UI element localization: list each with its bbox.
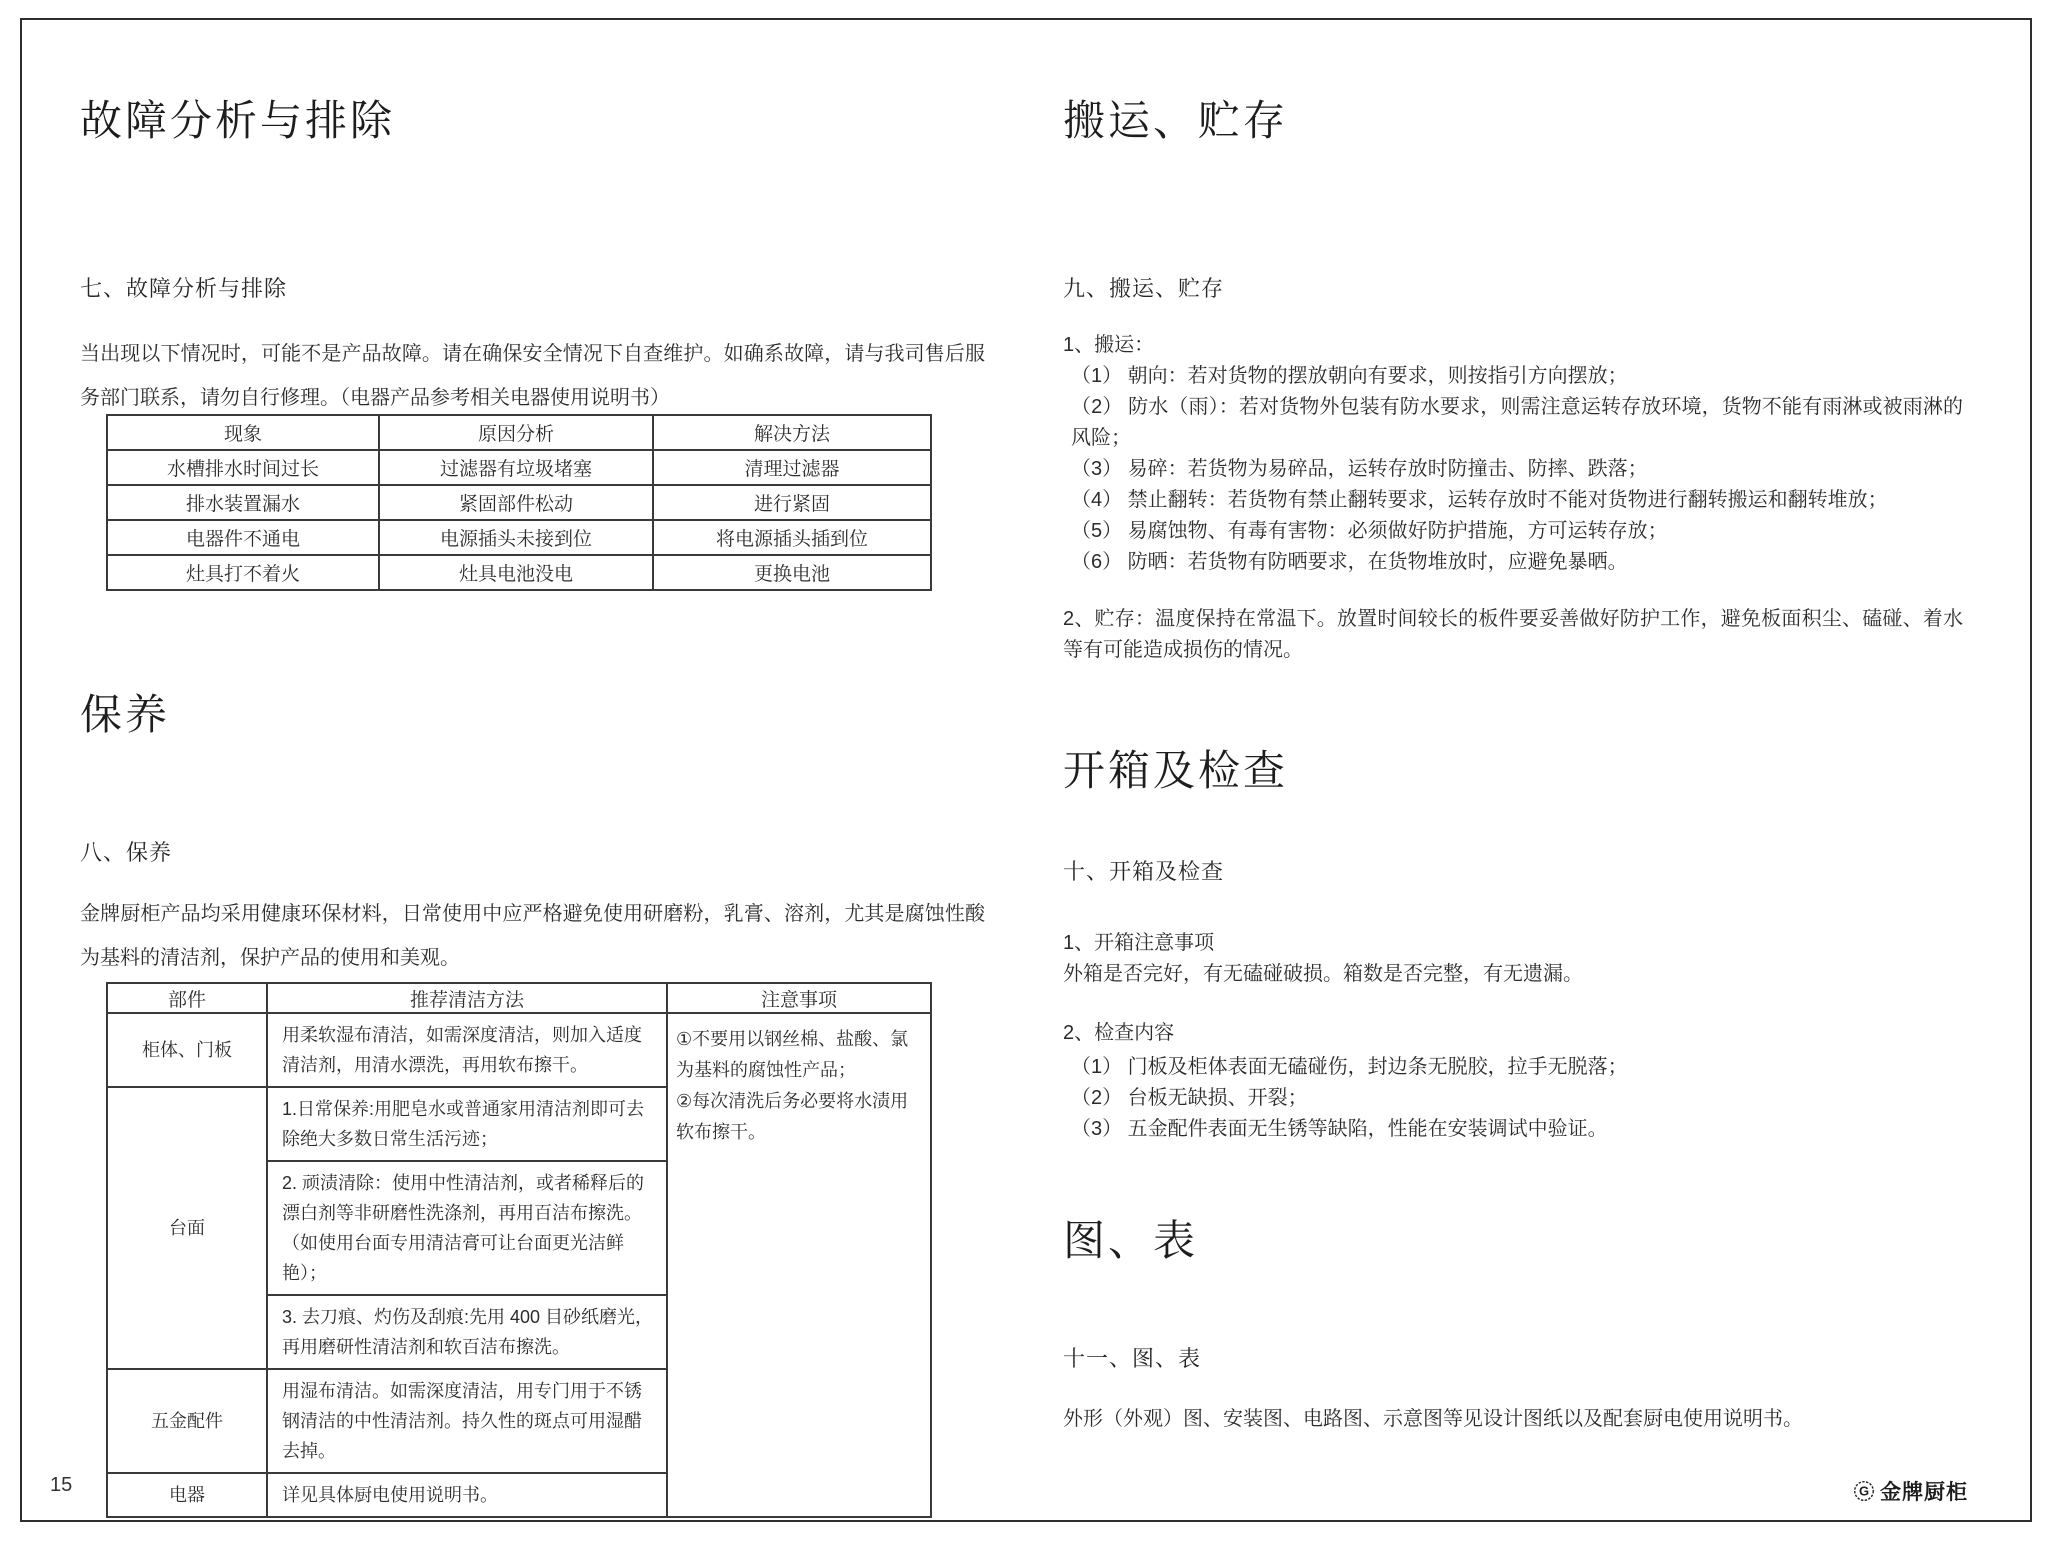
page-number: 15: [50, 1474, 73, 1496]
brand-logo: [1853, 1476, 1968, 1506]
table-cell-method: 3. 去刀痕、灼伤及刮痕:先用 400 目砂纸磨光，再用磨研性清洁剂和软百洁布擦洗。: [267, 1295, 667, 1369]
transport-item: （5） 易腐蚀物、有毒有害物：必须做好防护措施，方可运转存放；: [1071, 520, 1668, 542]
note-line: ①不要用以钢丝棉、盐酸、氯为基料的腐蚀性产品；: [676, 1029, 909, 1080]
table-cell: 灶具电池没电: [379, 555, 653, 590]
inspection-heading: 2、检查内容: [1063, 1022, 1175, 1044]
table-cell: 过滤器有垃圾堵塞: [379, 450, 653, 485]
transport-title: 搬运、贮存: [1063, 97, 1289, 144]
table-cell: 水槽排水时间过长: [107, 450, 379, 485]
troubleshooting-table: [106, 414, 932, 591]
col-header-symptom: 现象: [107, 415, 379, 450]
unboxing-notes: [1063, 928, 1963, 990]
col-header-caution: 注意事项: [667, 983, 931, 1013]
table-row: [107, 520, 931, 555]
transport-item: （1） 朝向：若对货物的摆放朝向有要求，则按指引方向摆放；: [1071, 365, 1628, 387]
transport-item: （3） 易碎：若货物为易碎品，运转存放时防撞击、防摔、跌落；: [1071, 458, 1648, 480]
table-cell-method: 详见具体厨电使用说明书。: [267, 1473, 667, 1517]
note-line: ②每次清洗后务必要将水渍用软布擦干。: [676, 1091, 909, 1142]
inspection-list: [1063, 1018, 1963, 1145]
table-cell: 灶具打不着火: [107, 555, 379, 590]
transport-item: （2） 防水（雨）：若对货物外包装有防水要求，则需注意运转存放环境，货物不能有雨淋或被雨淋的风险；: [1071, 396, 1963, 449]
brand-g-icon: [1853, 1480, 1875, 1502]
table-cell-notes: [667, 1013, 931, 1517]
transport-list: [1063, 330, 1963, 666]
transport-item: （6） 防晒：若货物有防晒要求，在货物堆放时，应避免暴晒。: [1071, 551, 1628, 573]
maintenance-heading: 八、保养: [80, 840, 173, 865]
table-row: [107, 450, 931, 485]
storage-paragraph: 2、贮存：温度保持在常温下。放置时间较长的板件要妥善做好防护工作，避免板面积尘、磕碰、着水等有可能造成损伤的情况。: [1063, 608, 1963, 661]
inspection-item: （3） 五金配件表面无生锈等缺陷，性能在安装调试中验证。: [1071, 1118, 1608, 1140]
maintenance-table: [106, 982, 932, 1518]
table-row: [107, 555, 931, 590]
inspection-item: （2） 台板无缺损、开裂；: [1071, 1087, 1308, 1109]
unboxing-note: 外箱是否完好，有无磕碰破损。箱数是否完整，有无遗漏。: [1063, 963, 1583, 985]
table-header-row: [107, 983, 931, 1013]
table-cell-part: 台面: [107, 1087, 267, 1369]
troubleshooting-intro: 当出现以下情况时，可能不是产品故障。请在确保安全情况下自查维护。如确系故障，请与我司售后服务部门联系，请勿自行修理。（电器产品参考相关电器使用说明书）: [80, 343, 985, 409]
col-header-method: 推荐清洁方法: [267, 983, 667, 1013]
inspection-item: （1） 门板及柜体表面无磕碰伤，封边条无脱胶，拉手无脱落；: [1071, 1056, 1628, 1078]
table-cell-method: 2. 顽渍清除：使用中性清洁剂，或者稀释后的漂白剂等非研磨性洗涤剂，再用百洁布擦洗。（如使用台面专用清洁膏可让台面更光洁鲜艳）；: [267, 1161, 667, 1295]
unboxing-title: 开箱及检查: [1063, 747, 1289, 794]
figures-paragraph: 外形（外观）图、安装图、电路图、示意图等见设计图纸以及配套厨电使用说明书。: [1063, 1408, 1803, 1430]
table-cell: 将电源插头插到位: [653, 520, 931, 555]
unboxing-note-heading: 1、开箱注意事项: [1063, 932, 1215, 954]
transport-heading: 九、搬运、贮存: [1063, 276, 1225, 301]
table-cell-part: 五金配件: [107, 1369, 267, 1473]
table-cell-method: 用柔软湿布清洁，如需深度清洁，则加入适度清洁剂，用清水漂洗，再用软布擦干。: [267, 1013, 667, 1087]
table-row: [107, 1013, 931, 1087]
table-cell: 更换电池: [653, 555, 931, 590]
figures-heading: 十一、图、表: [1063, 1346, 1202, 1371]
transport-subheading: 1、搬运：: [1063, 334, 1155, 356]
table-cell: 排水装置漏水: [107, 485, 379, 520]
brand-name: 金牌厨柜: [1880, 1481, 1968, 1504]
col-header-cause: 原因分析: [379, 415, 653, 450]
table-cell-method: 用湿布清洁。如需深度清洁，用专门用于不锈钢清洁的中性清洁剂。持久性的斑点可用湿醋去掉。: [267, 1369, 667, 1473]
table-cell-part: 电器: [107, 1473, 267, 1517]
table-cell: 紧固部件松动: [379, 485, 653, 520]
troubleshooting-heading: 七、故障分析与排除: [80, 276, 288, 301]
col-header-solution: 解决方法: [653, 415, 931, 450]
maintenance-intro: 金牌厨柜产品均采用健康环保材料，日常使用中应严格避免使用研磨粉，乳膏、溶剂，尤其是腐蚀性酸为基料的清洁剂，保护产品的使用和美观。: [80, 903, 985, 969]
table-cell: 进行紧固: [653, 485, 931, 520]
unboxing-heading: 十、开箱及检查: [1063, 859, 1225, 884]
table-row: [107, 485, 931, 520]
table-cell-part: 柜体、门板: [107, 1013, 267, 1087]
table-cell: 清理过滤器: [653, 450, 931, 485]
maintenance-title: 保养: [80, 691, 171, 738]
troubleshooting-title: 故障分析与排除: [80, 97, 396, 144]
table-cell-method: 1.日常保养:用肥皂水或普通家用清洁剂即可去除绝大多数日常生活污迹；: [267, 1087, 667, 1161]
transport-item: （4） 禁止翻转：若货物有禁止翻转要求，运转存放时不能对货物进行翻转搬运和翻转堆放；: [1071, 489, 1888, 511]
col-header-part: 部件: [107, 983, 267, 1013]
figures-title: 图、表: [1063, 1217, 1199, 1264]
svg-text:G: G: [1858, 1483, 1870, 1499]
table-header-row: [107, 415, 931, 450]
table-cell: 电源插头未接到位: [379, 520, 653, 555]
table-cell: 电器件不通电: [107, 520, 379, 555]
